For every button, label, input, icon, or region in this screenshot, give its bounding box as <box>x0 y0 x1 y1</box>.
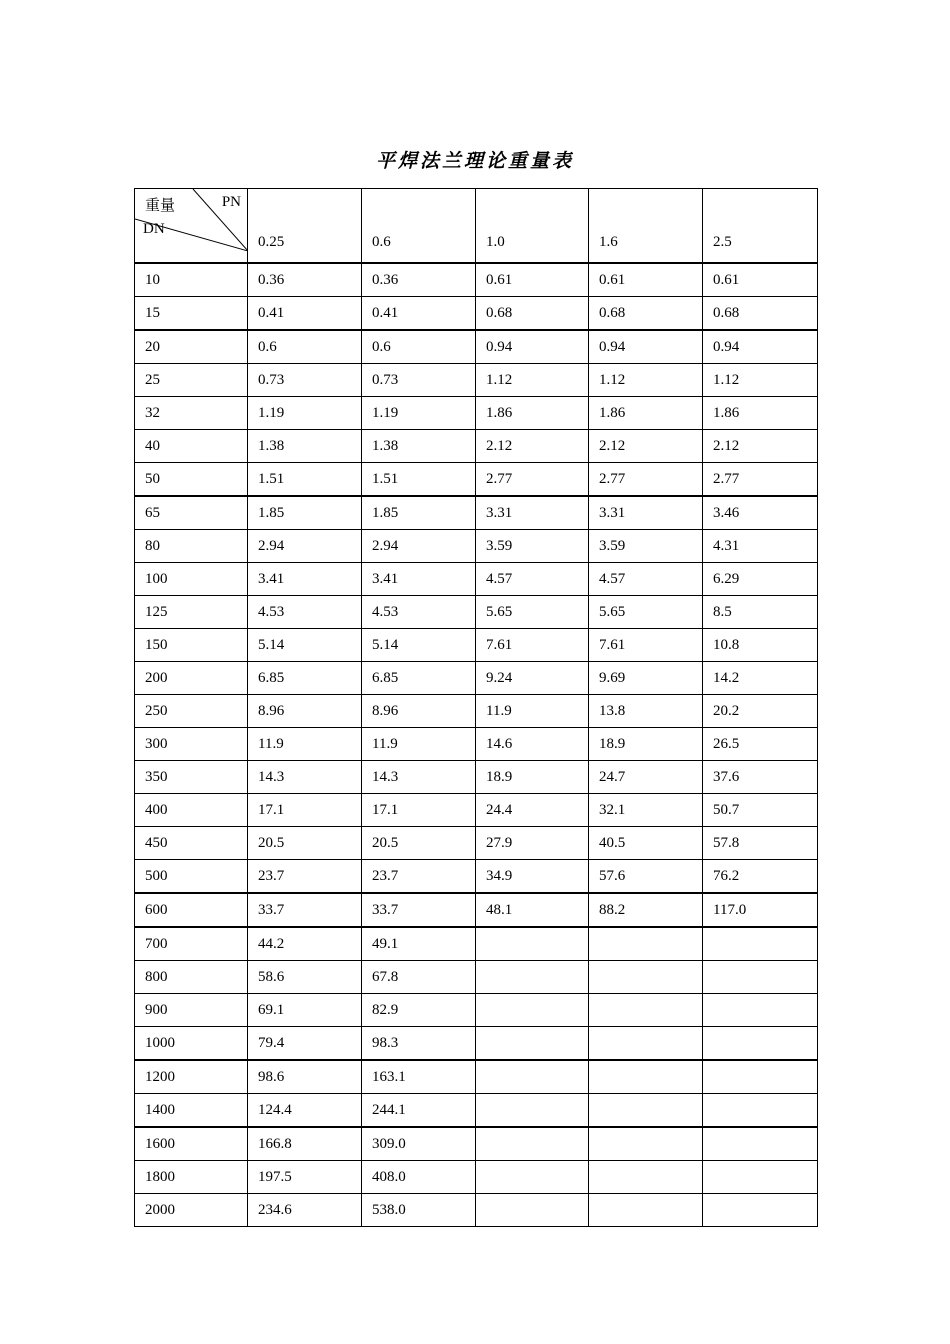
weight-cell: 234.6 <box>248 1194 362 1227</box>
weight-cell: 1.12 <box>703 364 818 397</box>
weight-cell <box>589 1094 703 1128</box>
weight-cell: 8.96 <box>362 695 476 728</box>
weight-cell: 14.2 <box>703 662 818 695</box>
pn-header-cell: 2.5 <box>703 189 818 264</box>
weight-cell: 18.9 <box>476 761 589 794</box>
weight-cell: 6.85 <box>362 662 476 695</box>
dn-cell: 100 <box>135 563 248 596</box>
weight-cell: 6.85 <box>248 662 362 695</box>
dn-cell: 700 <box>135 927 248 961</box>
weight-cell: 0.61 <box>589 263 703 297</box>
weight-cell: 20.5 <box>362 827 476 860</box>
weight-cell: 37.6 <box>703 761 818 794</box>
weight-cell: 1.86 <box>589 397 703 430</box>
corner-label-weight: 重量 <box>145 198 176 214</box>
table-row <box>135 893 818 927</box>
weight-cell: 5.65 <box>589 596 703 629</box>
weight-cell: 2.77 <box>703 463 818 497</box>
weight-cell: 20.2 <box>703 695 818 728</box>
weight-cell: 1.51 <box>248 463 362 497</box>
weight-cell: 10.8 <box>703 629 818 662</box>
weight-cell: 166.8 <box>248 1127 362 1161</box>
dn-cell: 50 <box>135 463 248 497</box>
weight-cell: 2.77 <box>589 463 703 497</box>
weight-cell: 69.1 <box>248 994 362 1027</box>
dn-cell: 250 <box>135 695 248 728</box>
weight-cell: 1.85 <box>362 496 476 530</box>
dn-cell: 600 <box>135 893 248 927</box>
weight-cell: 57.8 <box>703 827 818 860</box>
pn-header-cell: 1.6 <box>589 189 703 264</box>
dn-cell: 125 <box>135 596 248 629</box>
weight-cell: 4.31 <box>703 530 818 563</box>
weight-cell: 49.1 <box>362 927 476 961</box>
weight-cell: 117.0 <box>703 893 818 927</box>
dn-cell: 65 <box>135 496 248 530</box>
dn-cell: 150 <box>135 629 248 662</box>
table-row <box>135 994 818 1027</box>
weight-cell <box>476 1027 589 1061</box>
weight-cell <box>476 961 589 994</box>
weight-cell: 23.7 <box>248 860 362 894</box>
pn-header-cell: 1.0 <box>476 189 589 264</box>
dn-cell: 1400 <box>135 1094 248 1128</box>
weight-cell <box>703 1094 818 1128</box>
table-row <box>135 961 818 994</box>
table-row <box>135 530 818 563</box>
weight-cell: 4.57 <box>476 563 589 596</box>
weight-cell: 538.0 <box>362 1194 476 1227</box>
weight-cell: 408.0 <box>362 1161 476 1194</box>
weight-cell: 34.9 <box>476 860 589 894</box>
dn-cell: 350 <box>135 761 248 794</box>
table-row <box>135 297 818 331</box>
weight-cell <box>476 1127 589 1161</box>
weight-cell: 5.14 <box>362 629 476 662</box>
weight-cell <box>589 1027 703 1061</box>
weight-cell: 3.41 <box>362 563 476 596</box>
weight-cell: 3.46 <box>703 496 818 530</box>
weight-cell <box>703 1060 818 1094</box>
weight-cell: 11.9 <box>248 728 362 761</box>
table-row <box>135 263 818 297</box>
weight-cell <box>476 1194 589 1227</box>
weight-cell: 2.77 <box>476 463 589 497</box>
weight-cell: 2.94 <box>248 530 362 563</box>
dn-cell: 500 <box>135 860 248 894</box>
weight-cell: 3.31 <box>476 496 589 530</box>
weight-cell: 6.29 <box>703 563 818 596</box>
weight-cell <box>476 994 589 1027</box>
weight-cell <box>703 927 818 961</box>
weight-cell <box>476 1060 589 1094</box>
weight-cell: 244.1 <box>362 1094 476 1128</box>
corner-label-pn: PN <box>221 194 241 210</box>
dn-cell: 800 <box>135 961 248 994</box>
table-row <box>135 827 818 860</box>
weight-cell: 7.61 <box>589 629 703 662</box>
dn-cell: 1000 <box>135 1027 248 1061</box>
weight-cell <box>589 1060 703 1094</box>
weight-cell: 8.5 <box>703 596 818 629</box>
table-row <box>135 662 818 695</box>
weight-cell: 1.38 <box>362 430 476 463</box>
weight-cell <box>703 961 818 994</box>
dn-cell: 25 <box>135 364 248 397</box>
weight-cell: 0.68 <box>703 297 818 331</box>
dn-cell: 450 <box>135 827 248 860</box>
weight-cell: 57.6 <box>589 860 703 894</box>
weight-cell: 0.36 <box>362 263 476 297</box>
weight-cell <box>703 1161 818 1194</box>
weight-cell: 0.94 <box>589 330 703 364</box>
weight-cell: 0.61 <box>703 263 818 297</box>
weight-cell: 4.53 <box>248 596 362 629</box>
table-row <box>135 728 818 761</box>
table-row <box>135 330 818 364</box>
weight-cell <box>476 1161 589 1194</box>
weight-cell: 20.5 <box>248 827 362 860</box>
weight-cell: 24.7 <box>589 761 703 794</box>
dn-cell: 32 <box>135 397 248 430</box>
weight-cell: 124.4 <box>248 1094 362 1128</box>
table-row <box>135 860 818 894</box>
table-row <box>135 1127 818 1161</box>
weight-cell: 1.38 <box>248 430 362 463</box>
weight-cell: 0.6 <box>248 330 362 364</box>
weight-cell: 14.6 <box>476 728 589 761</box>
table-row <box>135 1094 818 1128</box>
weight-cell: 197.5 <box>248 1161 362 1194</box>
weight-cell: 14.3 <box>362 761 476 794</box>
dn-cell: 40 <box>135 430 248 463</box>
weight-cell: 1.12 <box>476 364 589 397</box>
table-row <box>135 397 818 430</box>
dn-cell: 80 <box>135 530 248 563</box>
dn-cell: 10 <box>135 263 248 297</box>
weight-cell <box>703 1194 818 1227</box>
weight-cell: 1.86 <box>476 397 589 430</box>
weight-cell: 24.4 <box>476 794 589 827</box>
weight-cell: 44.2 <box>248 927 362 961</box>
weight-cell: 27.9 <box>476 827 589 860</box>
weight-cell: 13.8 <box>589 695 703 728</box>
dn-cell: 200 <box>135 662 248 695</box>
table-row <box>135 695 818 728</box>
pn-header-cell: 0.6 <box>362 189 476 264</box>
weight-cell: 11.9 <box>362 728 476 761</box>
weight-cell <box>703 1127 818 1161</box>
weight-cell: 17.1 <box>362 794 476 827</box>
table-row <box>135 1194 818 1227</box>
pn-header-cell: 0.25 <box>248 189 362 264</box>
weight-cell: 1.85 <box>248 496 362 530</box>
weight-cell: 0.94 <box>476 330 589 364</box>
weight-cell: 0.36 <box>248 263 362 297</box>
weight-cell <box>589 994 703 1027</box>
weight-cell: 9.24 <box>476 662 589 695</box>
corner-header-cell <box>135 189 248 264</box>
weight-cell: 98.6 <box>248 1060 362 1094</box>
table-row <box>135 563 818 596</box>
weight-cell: 3.59 <box>476 530 589 563</box>
weight-cell: 1.51 <box>362 463 476 497</box>
weight-cell <box>703 1027 818 1061</box>
weight-cell: 50.7 <box>703 794 818 827</box>
weight-cell: 76.2 <box>703 860 818 894</box>
table-row <box>135 1060 818 1094</box>
weight-cell: 0.73 <box>362 364 476 397</box>
weight-cell: 32.1 <box>589 794 703 827</box>
dn-cell: 1600 <box>135 1127 248 1161</box>
weight-cell: 5.14 <box>248 629 362 662</box>
weight-cell: 1.19 <box>248 397 362 430</box>
weight-cell: 5.65 <box>476 596 589 629</box>
weight-cell: 82.9 <box>362 994 476 1027</box>
weight-cell: 40.5 <box>589 827 703 860</box>
table-row <box>135 629 818 662</box>
weight-cell: 2.12 <box>703 430 818 463</box>
weight-cell: 3.31 <box>589 496 703 530</box>
weight-cell: 309.0 <box>362 1127 476 1161</box>
weight-cell: 163.1 <box>362 1060 476 1094</box>
dn-cell: 300 <box>135 728 248 761</box>
weight-cell: 33.7 <box>362 893 476 927</box>
weight-cell: 0.73 <box>248 364 362 397</box>
dn-cell: 1200 <box>135 1060 248 1094</box>
weight-cell: 58.6 <box>248 961 362 994</box>
weight-cell: 88.2 <box>589 893 703 927</box>
weight-cell: 0.41 <box>248 297 362 331</box>
weight-cell: 67.8 <box>362 961 476 994</box>
weight-cell <box>476 1094 589 1128</box>
table-row <box>135 1027 818 1061</box>
weight-cell <box>589 1127 703 1161</box>
weight-cell: 33.7 <box>248 893 362 927</box>
table-row <box>135 496 818 530</box>
table-row <box>135 463 818 497</box>
weight-cell <box>589 927 703 961</box>
dn-cell: 20 <box>135 330 248 364</box>
weight-cell <box>589 1161 703 1194</box>
weight-cell: 14.3 <box>248 761 362 794</box>
weight-cell: 3.59 <box>589 530 703 563</box>
table-row <box>135 596 818 629</box>
dn-cell: 900 <box>135 994 248 1027</box>
table-row <box>135 927 818 961</box>
table-header-row <box>135 189 818 264</box>
weight-cell: 48.1 <box>476 893 589 927</box>
table-row <box>135 430 818 463</box>
dn-cell: 1800 <box>135 1161 248 1194</box>
weight-cell: 79.4 <box>248 1027 362 1061</box>
weight-cell <box>703 994 818 1027</box>
weight-cell: 0.6 <box>362 330 476 364</box>
table-row <box>135 364 818 397</box>
weight-cell: 2.12 <box>589 430 703 463</box>
weight-cell: 98.3 <box>362 1027 476 1061</box>
weight-cell: 17.1 <box>248 794 362 827</box>
weight-cell <box>589 1194 703 1227</box>
weight-cell: 8.96 <box>248 695 362 728</box>
weight-cell: 3.41 <box>248 563 362 596</box>
weight-cell: 18.9 <box>589 728 703 761</box>
weight-cell: 4.57 <box>589 563 703 596</box>
page-title: 平焊法兰理论重量表 <box>375 150 574 172</box>
weight-cell: 9.69 <box>589 662 703 695</box>
flange-weight-table <box>134 188 818 1227</box>
dn-cell: 400 <box>135 794 248 827</box>
table-row <box>135 794 818 827</box>
weight-cell: 11.9 <box>476 695 589 728</box>
table-row <box>135 761 818 794</box>
weight-cell: 2.94 <box>362 530 476 563</box>
weight-cell: 23.7 <box>362 860 476 894</box>
weight-cell: 4.53 <box>362 596 476 629</box>
weight-cell: 1.86 <box>703 397 818 430</box>
weight-cell: 26.5 <box>703 728 818 761</box>
weight-cell: 1.19 <box>362 397 476 430</box>
corner-label-dn: DN <box>143 221 165 237</box>
weight-cell: 7.61 <box>476 629 589 662</box>
weight-cell <box>589 961 703 994</box>
weight-cell: 0.61 <box>476 263 589 297</box>
table-row <box>135 1161 818 1194</box>
weight-cell <box>476 927 589 961</box>
weight-cell: 0.68 <box>476 297 589 331</box>
weight-cell: 0.94 <box>703 330 818 364</box>
weight-cell: 2.12 <box>476 430 589 463</box>
weight-cell: 0.68 <box>589 297 703 331</box>
dn-cell: 2000 <box>135 1194 248 1227</box>
weight-cell: 0.41 <box>362 297 476 331</box>
dn-cell: 15 <box>135 297 248 331</box>
weight-cell: 1.12 <box>589 364 703 397</box>
